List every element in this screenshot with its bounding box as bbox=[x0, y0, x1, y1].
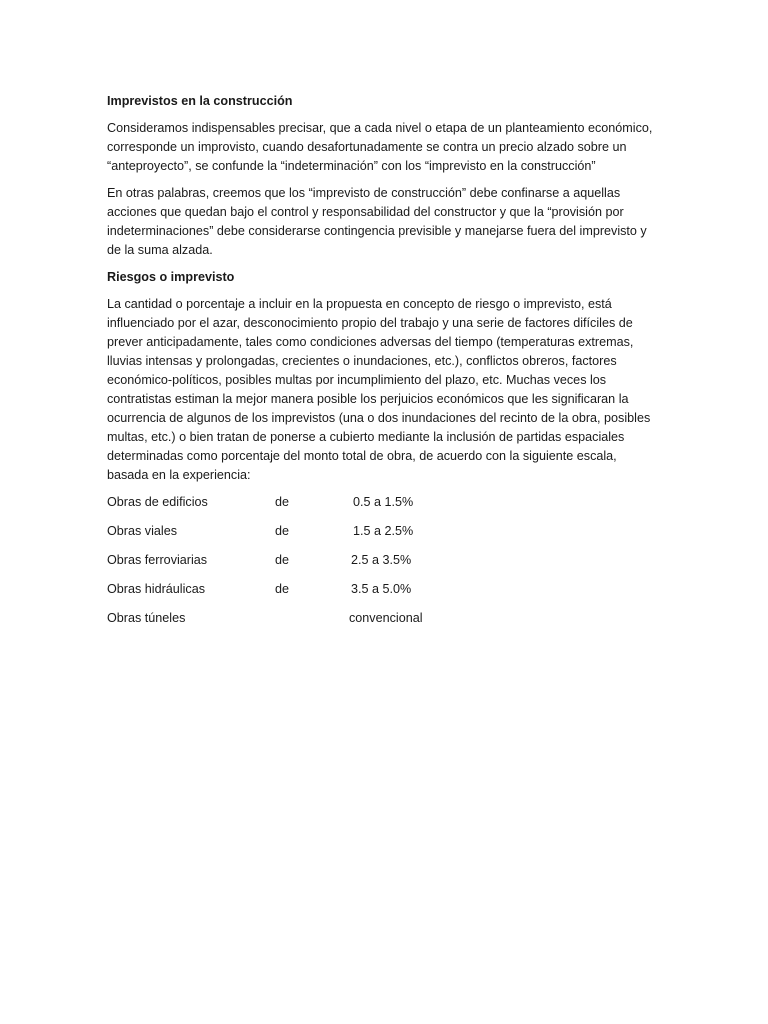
work-type: Obras ferroviarias bbox=[107, 553, 208, 567]
work-type: Obras de edificios bbox=[107, 495, 208, 509]
percentage-range: convencional bbox=[349, 611, 423, 625]
paragraph-consideramos: Consideramos indispensables precisar, que a cada nivel o etapa de un planteamiento económico, corresponde un improvisto, cuando desafortunadamente se contra un precio alzado sobre un “anteproyecto”, se confunde la “indeterminación” con los “imprevisto en la construcción” bbox=[107, 121, 653, 173]
de-label: de bbox=[275, 553, 290, 567]
percentage-range: 3.5 a 5.0% bbox=[351, 582, 412, 596]
de-label: de bbox=[275, 524, 290, 538]
table-row bbox=[107, 493, 655, 522]
document-page bbox=[107, 92, 655, 638]
table-row bbox=[107, 609, 655, 638]
percentage-scale-table bbox=[107, 493, 655, 638]
table-row bbox=[107, 522, 655, 551]
paragraph-cantidad: La cantidad o porcentaje a incluir en la propuesta en concepto de riesgo o imprevisto, está influenciado por el azar, desconocimiento propio del trabajo y una serie de factores difíciles de prever anticipadamente, tales como condiciones adversas del tiempo (temperaturas extremas, lluvias intensas y prolongadas, crecientes o inundaciones, etc.), conflictos obreros, factores económico-políticos, posibles multas por incumplimiento del plazo, etc. Muchas veces los contratistas estiman la mejor manera posible los perjuicios económicos que les significaran la ocurrencia de algunos de los imprevistos (una o dos inundaciones del recinto de la obra, posibles multas, etc.) o bien tratan de ponerse a cubierto mediante la inclusión de partidas espaciales determinadas como porcentaje del monto total de obra, de acuerdo con la siguiente escala, basada en la experiencia: bbox=[107, 297, 651, 482]
table-row bbox=[107, 580, 655, 609]
percentage-range: 1.5 a 2.5% bbox=[353, 524, 414, 538]
section-heading-riesgos: Riesgos o imprevisto bbox=[107, 270, 235, 284]
work-type: Obras túneles bbox=[107, 611, 186, 625]
percentage-range: 0.5 a 1.5% bbox=[353, 495, 414, 509]
section-heading-imprevistos: Imprevistos en la construcción bbox=[107, 94, 293, 108]
percentage-range: 2.5 a 3.5% bbox=[351, 553, 412, 567]
paragraph-otras-palabras: En otras palabras, creemos que los “imprevisto de construcción” debe confinarse a aquellas acciones que quedan bajo el control y responsabilidad del constructor y que la “provisión por indeterminaciones” debe considerarse contingencia previsible y manejarse fuera del imprevisto y de la suma alzada. bbox=[107, 186, 647, 257]
work-type: Obras hidráulicas bbox=[107, 582, 205, 596]
work-type: Obras viales bbox=[107, 524, 177, 538]
de-label: de bbox=[275, 495, 290, 509]
de-label: de bbox=[275, 582, 290, 596]
table-row bbox=[107, 551, 655, 580]
